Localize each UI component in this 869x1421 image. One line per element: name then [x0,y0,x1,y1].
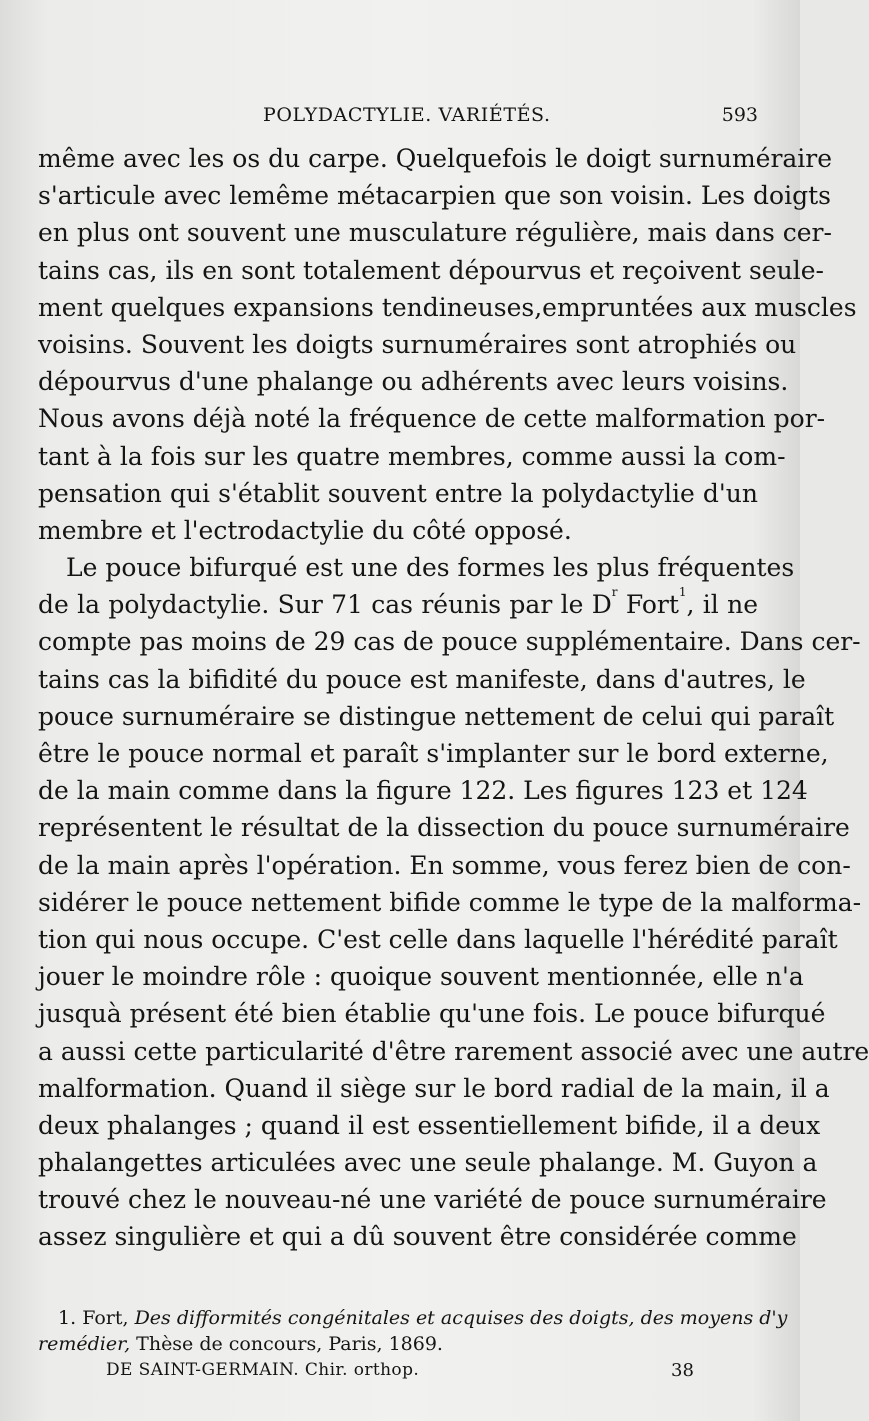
text-fragment: , il ne [686,590,758,620]
text-line: même avec les os du carpe. Quelquefois le doigt surnuméraire [38,144,833,173]
text-line: dépourvus d'une phalange ou adhérents avec leurs voisins. [38,367,789,397]
text-line: voisins. Souvent les doigts surnuméraires sont atrophiés ou [38,329,797,359]
footnote-title-end: remédier, [38,1333,131,1355]
text-line: jouer le moindre rôle : quoique souvent mentionnée, elle n'a [38,962,804,992]
text-line: Nous avons déjà noté la fréquence de cette malformation por- [38,404,826,434]
footnote-number: 1. [58,1307,77,1329]
text-line: pouce surnuméraire se distingue nettement de celui qui paraît [38,701,835,731]
text-fragment: de la polydactylie. Sur 71 cas réunis par le D [38,590,612,620]
text-line: de la main comme dans la figure 122. Les figures 123 et 124 [38,776,808,806]
footnote-line [38,1305,788,1331]
footnote-citation: Thèse de concours, Paris, 1869. [136,1333,443,1355]
running-title: POLYDACTYLIE. VARIÉTÉS. [263,104,551,126]
text-line: a aussi cette particularité d'être rarement associé avec une autre [38,1036,869,1066]
text-line: tains cas, ils en sont totalement dépourvus et reçoivent seule- [38,255,824,285]
text-line: tion qui nous occupe. C'est celle dans laquelle l'hérédité paraît [38,924,838,954]
footnote-title: Des difformités congénitales et acquises des doigts, des moyens d'y [134,1307,788,1329]
text-line: en plus ont souvent une musculature régulière, mais dans cer- [38,218,832,248]
body-text [38,140,869,1256]
text-line: être le pouce normal et paraît s'implanter sur le bord externe, [38,739,829,768]
signature-text: DE SAINT-GERMAIN. Chir. orthop. [106,1360,420,1380]
text-line: représentent le résultat de la dissection du pouce surnuméraire [38,813,850,843]
text-line: tains cas la bifidité du pouce est manifeste, dans d'autres, le [38,664,806,694]
text-line: pensation qui s'établit souvent entre la polydactylie d'un [38,478,758,508]
signature-line [38,1360,758,1386]
superscript-r: r [611,585,618,600]
text-line: s'articule avec lemême métacarpien que son voisin. Les doigts [38,181,831,211]
text-line-with-note [38,586,758,623]
text-line: trouvé chez le nouveau-né une variété de pouce surnuméraire [38,1185,827,1215]
footnote-line [38,1331,758,1357]
text-line: phalangettes articulées avec une seule phalange. M. Guyon a [38,1148,818,1178]
text-line: compte pas moins de 29 cas de pouce supplémentaire. Dans cer- [38,627,861,657]
text-line: membre et l'ectrodactylie du côté opposé. [38,515,572,545]
sheet-number: 38 [671,1360,694,1381]
text-line: deux phalanges ; quand il est essentiellement bifide, il a deux [38,1110,821,1140]
text-line: sidérer le pouce nettement bifide comme le type de la malforma- [38,887,862,917]
text-line: malformation. Quand il siège sur le bord radial de la main, il a [38,1073,830,1103]
text-fragment: Fort [617,590,679,620]
text-line: assez singulière et qui a dû souvent être considérée comme [38,1222,797,1252]
text-line: jusquà présent été bien établie qu'une fois. Le pouce bifurqué [38,999,826,1029]
running-header [38,104,758,134]
text-line: Le pouce bifurqué est une des formes les plus fréquentes [66,553,795,583]
footnote-mark[interactable]: 1 [678,585,687,600]
text-line: ment quelques expansions tendineuses,empruntées aux muscles [38,292,857,322]
footnote [38,1305,788,1357]
text-line: de la main après l'opération. En somme, vous ferez bien de con- [38,850,851,880]
text-line: tant à la fois sur les quatre membres, comme aussi la com- [38,441,786,471]
page-number: 593 [721,104,758,126]
footnote-author: Fort, [82,1307,129,1329]
